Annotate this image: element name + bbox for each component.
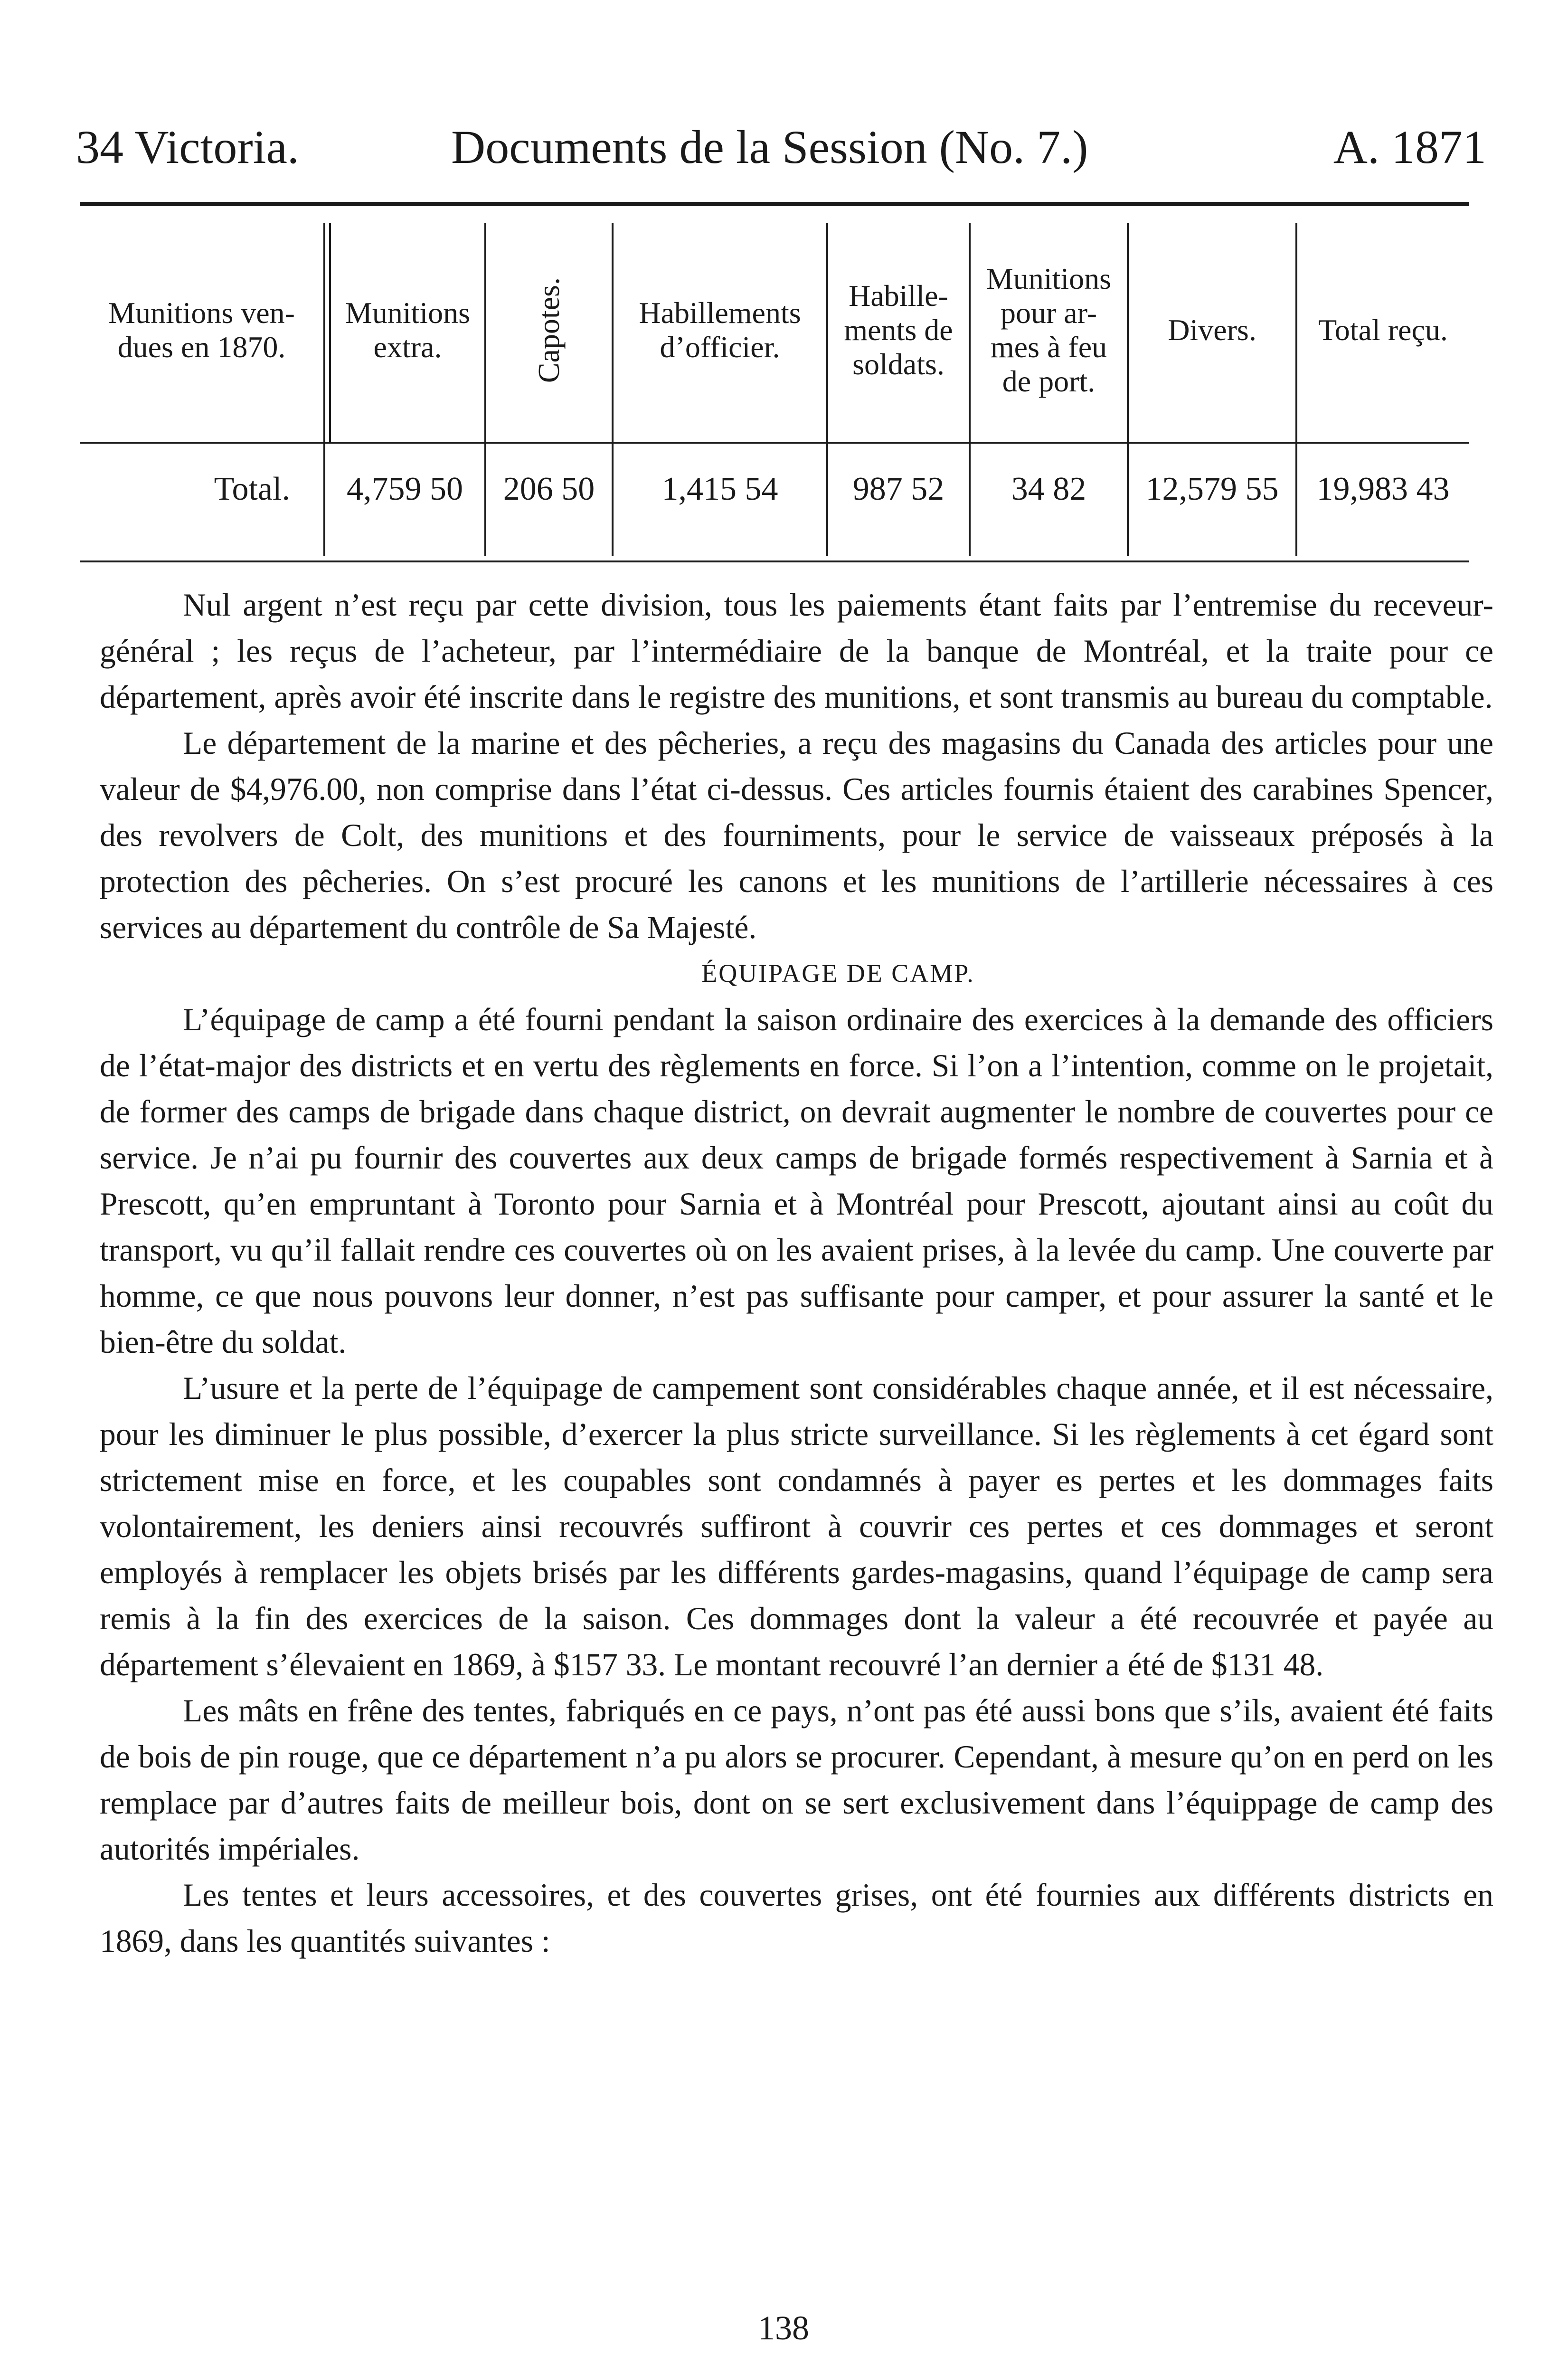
paragraph: L’équipage de camp a été fourni pendant la saison ordinaire des exercices à la demande des officiers de l’état-major des districts et en vertu des règlements en force. Si l’on a l’intention, comme on le projetait, de former des camps de brigade dans chaque district, on devrait augmenter le nombre de couvertes pour ce service. Je n’ai pu fournir des couvertes aux deux camps de brigade formés respectivement à Sarnia et à Prescott, qu’en empruntant à Toronto pour Sarnia et à Montréal pour Prescott, ajoutant ainsi au coût du transport, vu qu’il fallait rendre ces couvertes où on les avaient prises, à la levée du camp. Une couverte par homme, ce que nous pouvons leur donner, n’est pas suffisante pour camper, et pour assurer la santé et le bien-être du soldat. (100, 1002, 1493, 1360)
page-number: 138 (758, 2309, 809, 2347)
cell-total-recu: 19,983 43 (1316, 471, 1450, 507)
paragraph: L’usure et la perte de l’équipage de campement sont considérables chaque année, et il est nécessaire, pour les diminuer le plus possible, d’exercer la plus stricte surveillance. Si les règlements à cet égard sont strictement mise en force, et les coupables sont condamnés à payer es pertes et les dommages faits volontairement, les deniers ainsi recouvrés suffiront à couvrir ces pertes et ces dommages et seront employés à remplacer les objets brisés par les différents gardes-magasins, quand l’équipage de camp sera remis à la fin des exercices de la saison. Ces dommages dont la valeur a été recouvrée et payée au département s’élevaient en 1869, à $157 33. Le montant recouvré l’an dernier a été de $131 48. (100, 1370, 1493, 1682)
col-munitions-extra: Munitions extra. (345, 296, 471, 364)
body-text (100, 582, 1493, 1964)
munitions-table (80, 223, 1469, 556)
header-rule (80, 202, 1469, 206)
cell-munitions-armes-a-feu: 34 82 (1011, 471, 1086, 507)
col-munitions-vendues: Munitions ven- dues en 1870. (108, 296, 295, 364)
cell-munitions-extra: 4,759 50 (347, 471, 463, 507)
table-bottom-rule (80, 560, 1469, 562)
paragraph: Nul argent n’est reçu par cette division, tous les paiements étant faits par l’entremise du receveur-général ; les reçus de l’acheteur, par l’intermédiaire de la banque de Montréal, et la traite pour ce département, après avoir été inscrite dans le registre des munitions, et sont transmis au bureau du comptable. (100, 587, 1493, 715)
col-total-recu: Total reçu. (1318, 313, 1448, 347)
col-divers: Divers. (1168, 313, 1256, 347)
section-title: ÉQUIPAGE DE CAMP. (701, 959, 975, 988)
table-header-rule (80, 442, 1469, 444)
col-munitions-armes-a-feu: Munitions pour ar- mes à feu de port. (986, 262, 1112, 398)
col-habillements-officier: Habillements d’officier. (639, 296, 801, 364)
header-year: A. 1871 (1333, 121, 1486, 173)
paragraph: Les tentes et leurs accessoires, et des couvertes grises, ont été fournies aux différents districts en 1869, dans les quantités suivantes : (100, 1877, 1493, 1959)
col-habillements-soldats: Habille- ments de soldats. (844, 279, 953, 381)
col-capotes: Capotes. (532, 277, 566, 383)
paragraph: Les mâts en frêne des tentes, fabriqués en ce pays, n’ont pas été aussi bons que s’ils, avaient été faits de bois de pin rouge, que ce département n’a pu alors se procurer. Cependant, à mesure qu’on en perd on les remplace par d’autres faits de meilleur bois, dont on se sert exclusivement dans l’équippage de camp des autorités impériales. (100, 1693, 1493, 1867)
header-volume: 34 Victoria. (76, 121, 299, 173)
cell-habillements-officier: 1,415 54 (661, 471, 778, 507)
header-title: Documents de la Session (No. 7.) (451, 121, 1088, 173)
cell-capotes: 206 50 (503, 471, 595, 507)
paragraph: Le département de la marine et des pêcheries, a reçu des magasins du Canada des articles pour une valeur de $4,976.00, non comprise dans l’état ci-dessus. Ces articles fournis étaient des carabines Spencer, des revolvers de Colt, des munitions et des fourniments, pour le service de vaisseaux préposés à la protection des pêcheries. On s’est procuré les canons et les munitions de l’artillerie nécessaires à ces services au département du contrôle de Sa Majesté. (100, 725, 1493, 945)
running-header (76, 119, 1491, 176)
cell-divers: 12,579 55 (1145, 471, 1279, 507)
cell-habillements-soldats: 987 52 (852, 471, 945, 507)
row-total-label: Total. (214, 471, 290, 507)
